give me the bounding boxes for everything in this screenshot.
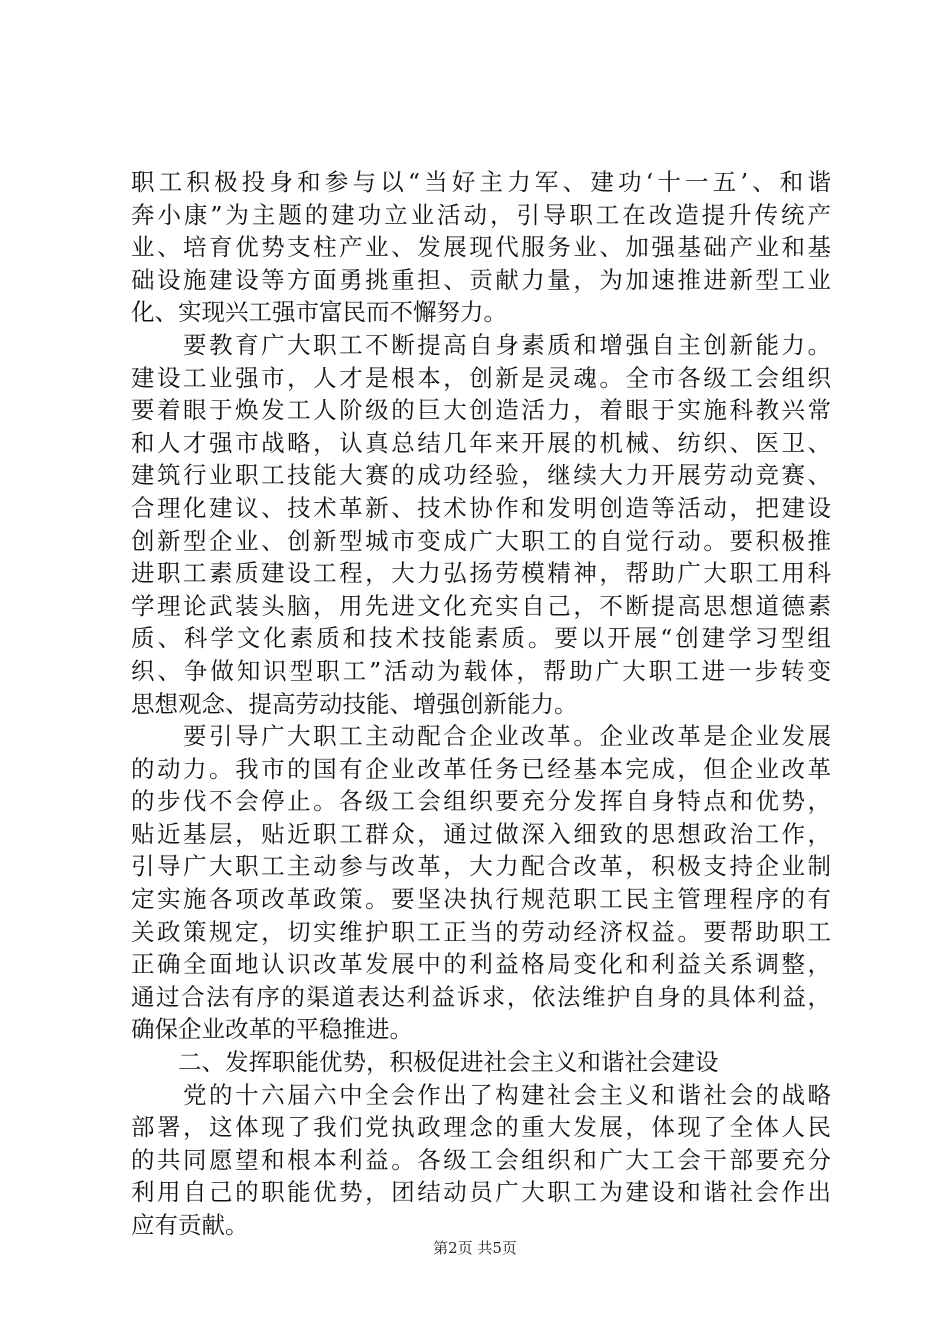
- text-line: 业、培育优势支柱产业、发展现代服务业、加强基础产业和基: [131, 233, 831, 262]
- text-line: 要教育广大职工不断提高自身素质和增强自主创新能力。: [131, 330, 831, 359]
- text-line: 确保企业改革的平稳推进。: [131, 1015, 413, 1044]
- text-line: 思想观念、提高劳动技能、增强创新能力。: [131, 689, 578, 718]
- text-line: 化、实现兴工强市富民而不懈努力。: [131, 298, 507, 327]
- text-line: 合理化建议、技术革新、技术协作和发明创造等活动，把建设: [131, 493, 831, 522]
- text-line: 创新型企业、创新型城市变成广大职工的自觉行动。要积极推: [131, 526, 831, 555]
- page-footer: 第2页 共5页: [433, 1239, 517, 1257]
- text-line: 的动力。我市的国有企业改革任务已经基本完成，但企业改革: [131, 754, 831, 783]
- text-line: 建筑行业职工技能大赛的成功经验，继续大力开展劳动竞赛、: [131, 461, 831, 490]
- text-line: 的共同愿望和根本利益。各级工会组织和广大工会干部要充分: [131, 1145, 831, 1174]
- text-line: 应有贡献。: [131, 1211, 249, 1239]
- text-line: 要引导广大职工主动配合企业改革。企业改革是企业发展: [131, 722, 831, 751]
- text-line: 贴近基层，贴近职工群众，通过做深入细致的思想政治工作，: [131, 819, 831, 848]
- text-line: 和人才强市战略，认真总结几年来开展的机械、纺织、医卫、: [131, 428, 831, 457]
- text-line: 要着眼于焕发工人阶级的巨大创造活力，着眼于实施科教兴常: [131, 396, 831, 425]
- text-line: 正确全面地认识改革发展中的利益格局变化和利益关系调整，: [131, 950, 831, 979]
- text-line: 织、争做知识型职工”活动为载体，帮助广大职工进一步转变: [131, 656, 831, 685]
- text-line: 的步伐不会停止。各级工会组织要充分发挥自身特点和优势，: [131, 787, 831, 816]
- text-line: 进职工素质建设工程，大力弘扬劳模精神，帮助广大职工用科: [131, 559, 831, 588]
- text-line: 建设工业强市，人才是根本，创新是灵魂。全市各级工会组织: [131, 363, 831, 392]
- text-line: 础设施建设等方面勇挑重担、贡献力量，为加速推进新型工业: [131, 265, 831, 294]
- text-line: 定实施各项改革政策。要坚决执行规范职工民主管理程序的有: [131, 885, 831, 914]
- text-line: 引导广大职工主动参与改革，大力配合改革，积极支持企业制: [131, 852, 831, 881]
- text-line: 职工积极投身和参与以“当好主力军、建功‘十一五’、和谐: [131, 168, 832, 196]
- text-line: 党的十六届六中全会作出了构建社会主义和谐社会的战略: [131, 1080, 831, 1109]
- text-line: 关政策规定，切实维护职工正当的劳动经济权益。要帮助职工: [131, 917, 831, 946]
- text-line: 二、发挥职能优势，积极促进社会主义和谐社会建设: [131, 1048, 719, 1077]
- text-line: 质、科学文化素质和技术技能素质。要以开展“创建学习型组: [131, 624, 831, 653]
- text-line: 利用自己的职能优势，团结动员广大职工为建设和谐社会作出: [131, 1178, 831, 1207]
- document-body: [131, 166, 831, 1242]
- text-line: 奔小康”为主题的建功立业活动，引导职工在改造提升传统产: [131, 200, 831, 229]
- text-line: 部署，这体现了我们党执政理念的重大发展，体现了全体人民: [131, 1113, 831, 1142]
- text-line: 通过合法有序的渠道表达利益诉求，依法维护自身的具体利益，: [131, 982, 831, 1011]
- text-line: 学理论武装头脑，用先进文化充实自己，不断提高思想道德素: [131, 591, 831, 620]
